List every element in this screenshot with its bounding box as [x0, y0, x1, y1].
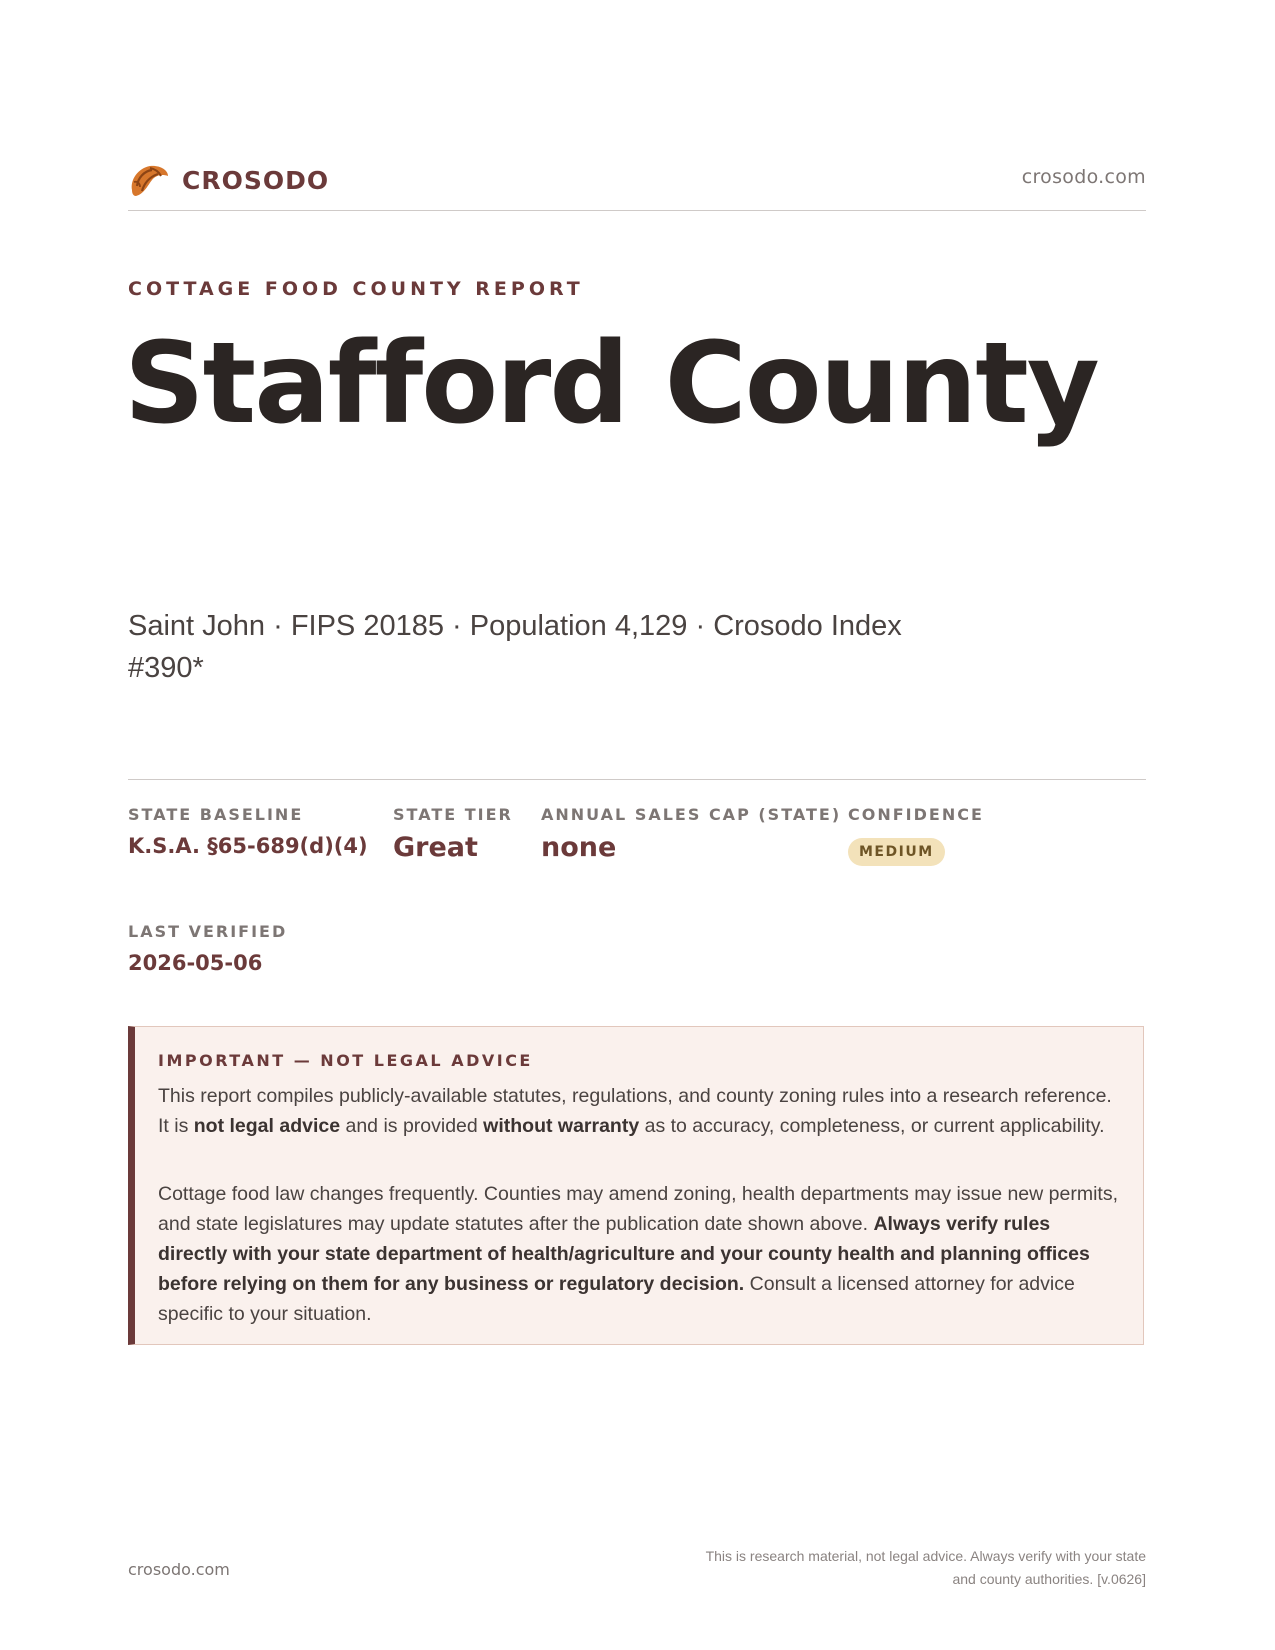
stat-state-tier: [393, 805, 513, 863]
page-title: Stafford County: [124, 319, 1098, 449]
stat-last-verified: [128, 922, 287, 975]
stat-value: K.S.A. §65-689(d)(4): [128, 834, 368, 858]
stat-value: none: [541, 832, 617, 863]
stat-state-baseline: [128, 805, 368, 858]
stat-label: LAST VERIFIED: [128, 922, 288, 941]
county-summary: Saint John · FIPS 20185 · Population 4,129 · Crosodo Index #390*: [128, 610, 902, 684]
notice-paragraph-2: Cottage food law changes frequently. Counties may amend zoning, health departments may issue new permits, and state legislatures may update statutes after the publication date shown above. Always verify rules directly with your state department of health/agriculture and your county health and planning offices before relying on them for any business or regulatory decision. Consult a licensed attorney for advice specific to your situation.: [158, 1183, 1118, 1325]
croissant-icon: [128, 160, 170, 200]
stat-label: ANNUAL SALES CAP (STATE): [541, 805, 842, 824]
stat-value: Great: [393, 832, 478, 863]
footer-disclaimer-line-2: and county authorities. [v.0626]: [952, 1571, 1146, 1587]
report-eyebrow: COTTAGE FOOD COUNTY REPORT: [128, 278, 584, 300]
page-header: [128, 152, 1146, 211]
site-url-link[interactable]: crosodo.com: [1021, 166, 1146, 188]
stat-confidence: [848, 805, 984, 866]
report-page: [124, 0, 1146, 1650]
stat-label: STATE TIER: [393, 805, 513, 824]
stat-value: 2026-05-06: [128, 951, 263, 975]
footer-disclaimer: [626, 1545, 1146, 1591]
stat-annual-sales-cap: [541, 805, 841, 863]
notice-title: IMPORTANT — NOT LEGAL ADVICE: [158, 1051, 533, 1070]
brand-name: CROSODO: [182, 165, 330, 195]
section-divider: [128, 779, 1146, 780]
footer-site-url-link[interactable]: crosodo.com: [128, 1560, 230, 1579]
footer-disclaimer-line-1: This is research material, not legal advice. Always verify with your state: [705, 1548, 1146, 1564]
confidence-badge: MEDIUM: [848, 838, 945, 866]
brand: [128, 160, 329, 200]
stat-label: STATE BASELINE: [128, 805, 304, 824]
legal-notice: [128, 1026, 1144, 1345]
notice-paragraph-1: This report compiles publicly-available statutes, regulations, and county zoning rules into a research reference. It is not legal advice and is provided without warranty as to accuracy, completeness, or current applicability.: [158, 1085, 1112, 1137]
stat-label: CONFIDENCE: [848, 805, 984, 824]
